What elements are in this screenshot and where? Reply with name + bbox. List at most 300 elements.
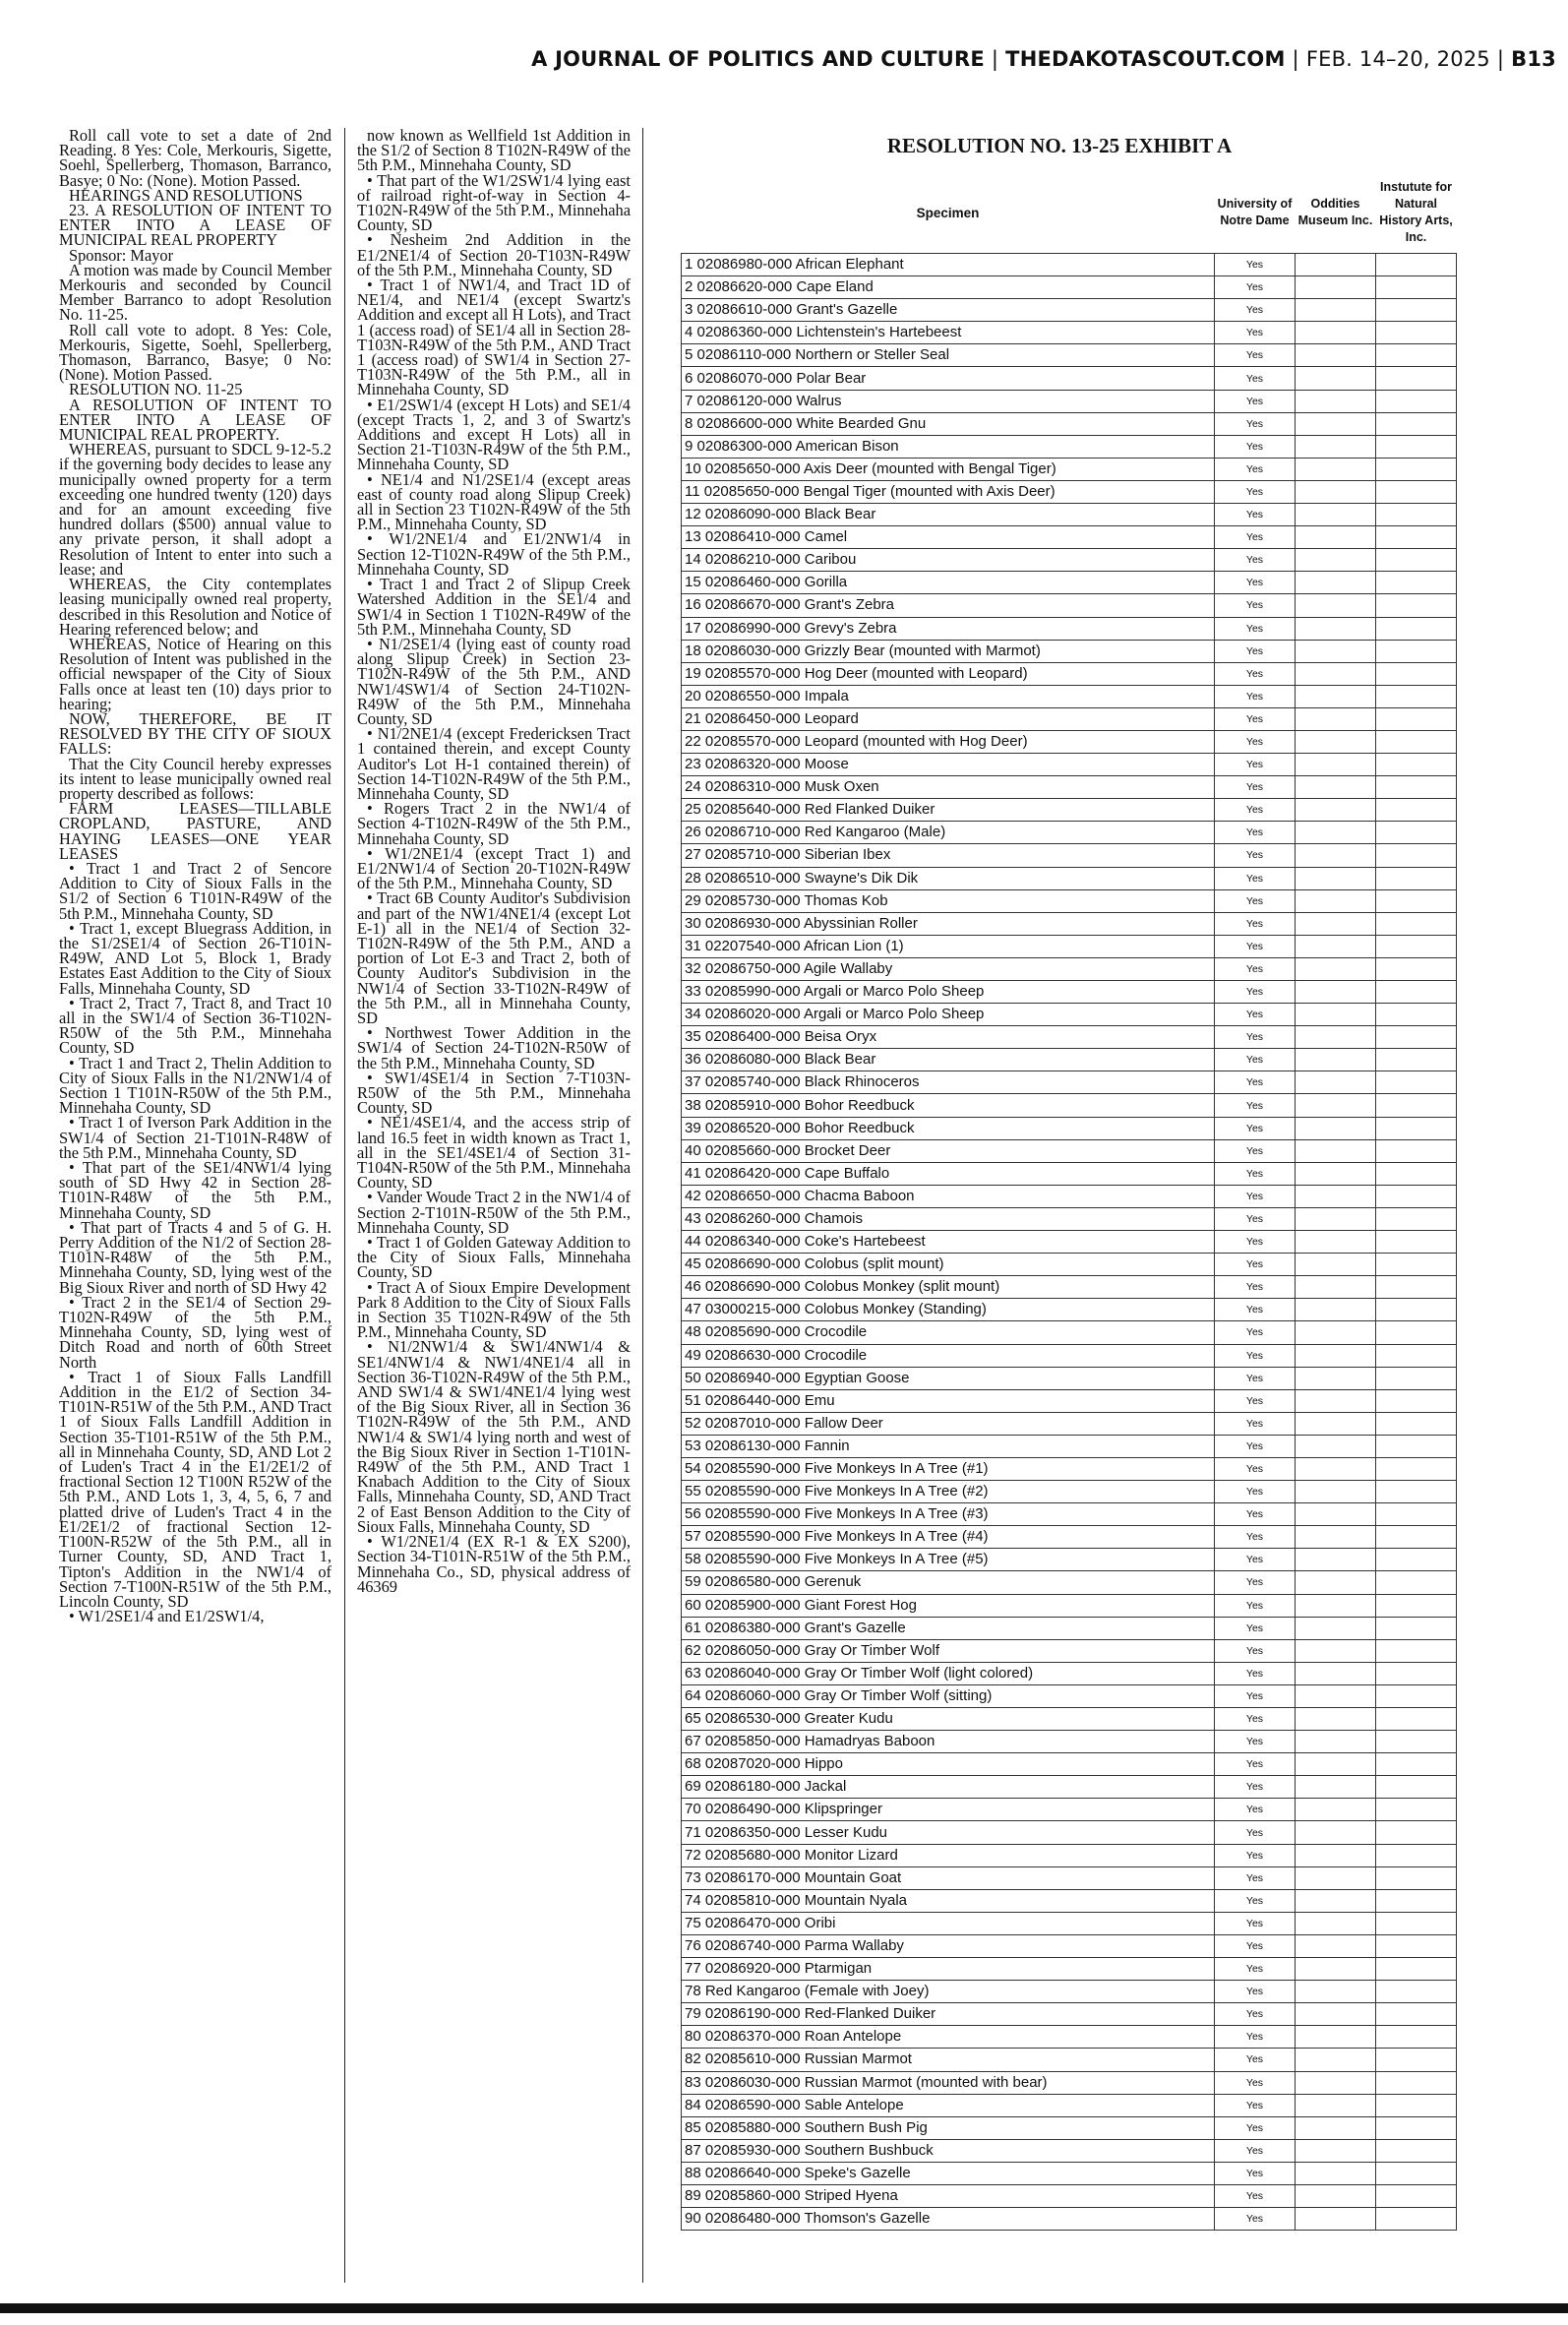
table-row [682, 1162, 1457, 1185]
specimen-name: 53 02086130-000 Fannin [682, 1435, 1215, 1457]
table-row [682, 1004, 1457, 1026]
natural-history-cell [1376, 526, 1457, 549]
oddities-cell [1296, 1367, 1376, 1389]
natural-history-cell [1376, 1367, 1457, 1389]
oddities-cell [1296, 1094, 1376, 1117]
natural-history-cell [1376, 1412, 1457, 1435]
specimen-name: 78 Red Kangaroo (Female with Joey) [682, 1981, 1215, 2003]
specimen-name: 88 02086640-000 Speke's Gazelle [682, 2162, 1215, 2184]
specimen-name: 89 02085860-000 Striped Hyena [682, 2184, 1215, 2207]
website: THEDAKOTASCOUT.COM [1005, 47, 1286, 71]
table-row [682, 754, 1457, 776]
table-row [682, 458, 1457, 480]
notre-dame-cell: Yes [1215, 1185, 1296, 1207]
notre-dame-cell: Yes [1215, 1821, 1296, 1844]
notre-dame-cell: Yes [1215, 662, 1296, 685]
table-row [682, 1981, 1457, 2003]
oddities-cell [1296, 526, 1376, 549]
notre-dame-cell: Yes [1215, 1049, 1296, 1071]
specimen-name: 23 02086320-000 Moose [682, 754, 1215, 776]
natural-history-cell [1376, 1004, 1457, 1026]
paragraph: • N1/2NE1/4 (except Fredericksen Tract 1 contained therein, and except County Auditor's Lot H-1 contained therein) of Section 14-T102N-R49W of the 5th P.M., Minnehaha County, SD [357, 724, 631, 803]
notre-dame-cell: Yes [1215, 1799, 1296, 1821]
specimen-name: 44 02086340-000 Coke's Hartebeest [682, 1231, 1215, 1254]
oddities-cell [1296, 685, 1376, 707]
table-row [682, 1526, 1457, 1549]
notre-dame-cell: Yes [1215, 2094, 1296, 2116]
specimen-name: 48 02085690-000 Crocodile [682, 1321, 1215, 1344]
natural-history-cell [1376, 1344, 1457, 1367]
specimen-table [681, 172, 1457, 2231]
table-row [682, 1708, 1457, 1731]
table-row [682, 1684, 1457, 1707]
table-row [682, 1457, 1457, 1480]
notre-dame-cell: Yes [1215, 1071, 1296, 1094]
natural-history-cell [1376, 2139, 1457, 2162]
paragraph: 23. A RESOLUTION OF INTENT TO ENTER INTO A LEASE OF MUNICIPAL REAL PROPERTY [59, 201, 332, 250]
notre-dame-cell: Yes [1215, 1457, 1296, 1480]
specimen-name: 27 02085710-000 Siberian Ibex [682, 844, 1215, 867]
notre-dame-cell: Yes [1215, 1412, 1296, 1435]
oddities-cell [1296, 822, 1376, 844]
natural-history-cell [1376, 2094, 1457, 2116]
notre-dame-cell: Yes [1215, 640, 1296, 662]
notre-dame-cell: Yes [1215, 299, 1296, 322]
notre-dame-cell: Yes [1215, 458, 1296, 480]
exhibit-a [681, 134, 1458, 2231]
specimen-name: 41 02086420-000 Cape Buffalo [682, 1162, 1215, 1185]
oddities-cell [1296, 2116, 1376, 2139]
table-row [682, 1731, 1457, 1753]
specimen-name: 33 02085990-000 Argali or Marco Polo Sheep [682, 981, 1215, 1004]
paragraph: WHEREAS, the City contemplates leasing municipally owned real property, described in this Resolution and Notice of Hearing referenced below; and [59, 575, 332, 639]
table-row [682, 844, 1457, 867]
natural-history-cell [1376, 1753, 1457, 1776]
table-row [682, 480, 1457, 503]
table-row [682, 1276, 1457, 1299]
natural-history-cell [1376, 1503, 1457, 1526]
table-row [682, 1912, 1457, 1934]
natural-history-cell [1376, 1821, 1457, 1844]
table-row [682, 1185, 1457, 1207]
natural-history-cell [1376, 390, 1457, 412]
oddities-cell [1296, 1526, 1376, 1549]
oddities-cell [1296, 594, 1376, 617]
notre-dame-cell: Yes [1215, 254, 1296, 276]
notre-dame-cell: Yes [1215, 2139, 1296, 2162]
table-row [682, 2049, 1457, 2071]
natural-history-cell [1376, 844, 1457, 867]
oddities-cell [1296, 1639, 1376, 1662]
natural-history-cell [1376, 2208, 1457, 2231]
table-row [682, 1776, 1457, 1799]
notre-dame-cell: Yes [1215, 526, 1296, 549]
specimen-name: 14 02086210-000 Caribou [682, 549, 1215, 572]
table-row [682, 2026, 1457, 2049]
table-row [682, 2208, 1457, 2231]
specimen-name: 39 02086520-000 Bohor Reedbuck [682, 1117, 1215, 1139]
paragraph: A motion was made by Council Member Merkouris and seconded by Council Member Barranco to adopt Resolution No. 11-25. [59, 260, 332, 325]
oddities-cell [1296, 1549, 1376, 1571]
oddities-cell [1296, 867, 1376, 889]
text-column-1 [59, 128, 332, 2283]
oddities-cell [1296, 617, 1376, 640]
notre-dame-cell: Yes [1215, 1435, 1296, 1457]
notre-dame-cell: Yes [1215, 730, 1296, 753]
notre-dame-cell: Yes [1215, 1639, 1296, 1662]
oddities-cell [1296, 1254, 1376, 1276]
notre-dame-cell: Yes [1215, 1503, 1296, 1526]
table-row [682, 685, 1457, 707]
notre-dame-cell: Yes [1215, 572, 1296, 594]
table-row [682, 912, 1457, 935]
table-row [682, 776, 1457, 799]
specimen-name: 82 02085610-000 Russian Marmot [682, 2049, 1215, 2071]
table-row [682, 2003, 1457, 2026]
table-row [682, 1889, 1457, 1912]
table-row [682, 1617, 1457, 1639]
natural-history-cell [1376, 1639, 1457, 1662]
notre-dame-cell: Yes [1215, 844, 1296, 867]
table-row [682, 344, 1457, 367]
oddities-cell [1296, 480, 1376, 503]
table-row [682, 799, 1457, 822]
table-row [682, 707, 1457, 730]
paragraph: • SW1/4SE1/4 in Section 7-T103N-R50W of the 5th P.M., Minnehaha County, SD [357, 1068, 631, 1118]
specimen-name: 40 02085660-000 Brocket Deer [682, 1139, 1215, 1162]
paragraph: A RESOLUTION OF INTENT TO ENTER INTO A LEASE OF MUNICIPAL REAL PROPERTY. [59, 395, 332, 445]
notre-dame-cell: Yes [1215, 2071, 1296, 2094]
paragraph: • Tract 1, except Bluegrass Addition, in the S1/2SE1/4 of Section 26-T101N-R49W, AND Lot 5, Block 1, Brady Estates East Addition to the City of Sioux Falls, Minnehaha County, SD [59, 918, 332, 998]
table-row [682, 1844, 1457, 1866]
oddities-cell [1296, 572, 1376, 594]
notre-dame-cell: Yes [1215, 1276, 1296, 1299]
notre-dame-cell: Yes [1215, 2026, 1296, 2049]
oddities-cell [1296, 1207, 1376, 1230]
notre-dame-cell: Yes [1215, 1481, 1296, 1503]
natural-history-cell [1376, 1185, 1457, 1207]
paragraph: • NE1/4SE1/4, and the access strip of land 16.5 feet in width known as Tract 1, all in the SE1/4SE1/4 of Section 31-T104N-R50W of the 5th P.M., Minnehaha County, SD [357, 1113, 631, 1193]
notre-dame-cell: Yes [1215, 2208, 1296, 2231]
natural-history-cell [1376, 2071, 1457, 2094]
specimen-name: 4 02086360-000 Lichtenstein's Hartebeest [682, 322, 1215, 344]
specimen-name: 29 02085730-000 Thomas Kob [682, 889, 1215, 912]
paragraph: • NE1/4 and N1/2SE1/4 (except areas east of county road along Slipup Creek) all in Section 23 T102N-R49W of the 5th P.M., Minnehaha County, SD [357, 469, 631, 534]
notre-dame-cell: Yes [1215, 707, 1296, 730]
specimen-name: 76 02086740-000 Parma Wallaby [682, 1934, 1215, 1957]
natural-history-cell [1376, 1117, 1457, 1139]
specimen-name: 18 02086030-000 Grizzly Bear (mounted with Marmot) [682, 640, 1215, 662]
natural-history-cell [1376, 1435, 1457, 1457]
publication-name: A JOURNAL OF POLITICS AND CULTURE [531, 47, 985, 71]
table-row [682, 1139, 1457, 1162]
table-row [682, 1934, 1457, 1957]
paragraph: RESOLUTION NO. 11-25 [69, 380, 243, 399]
natural-history-cell [1376, 662, 1457, 685]
table-row [682, 412, 1457, 435]
specimen-name: 20 02086550-000 Impala [682, 685, 1215, 707]
natural-history-cell [1376, 957, 1457, 980]
paragraph: now known as Wellfield 1st Addition in the S1/2 of Section 8 T102N-R49W of the 5th P.M., Minnehaha County, SD [357, 128, 631, 175]
natural-history-cell [1376, 2049, 1457, 2071]
oddities-cell [1296, 1731, 1376, 1753]
table-row [682, 504, 1457, 526]
notre-dame-cell: Yes [1215, 912, 1296, 935]
table-row [682, 1571, 1457, 1594]
table-row [682, 322, 1457, 344]
specimen-name: 58 02085590-000 Five Monkeys In A Tree (#5) [682, 1549, 1215, 1571]
table-row [682, 1639, 1457, 1662]
notre-dame-cell: Yes [1215, 1004, 1296, 1026]
specimen-name: 80 02086370-000 Roan Antelope [682, 2026, 1215, 2049]
table-row [682, 1367, 1457, 1389]
notre-dame-cell: Yes [1215, 799, 1296, 822]
paragraph: • W1/2NE1/4 (EX R-1 & EX S200), Section 34-T101N-R51W of the 5th P.M., Minnehaha Co., SD, physical address of 46369 [357, 1532, 631, 1596]
notre-dame-cell: Yes [1215, 367, 1296, 390]
specimen-name: 26 02086710-000 Red Kangaroo (Male) [682, 822, 1215, 844]
specimen-name: 46 02086690-000 Colobus Monkey (split mount) [682, 1276, 1215, 1299]
table-row [682, 935, 1457, 957]
notre-dame-cell: Yes [1215, 1934, 1296, 1957]
table-row [682, 435, 1457, 458]
specimen-name: 61 02086380-000 Grant's Gazelle [682, 1617, 1215, 1639]
paragraph: • Tract 1 of Sioux Falls Landfill Addition in the E1/2 of Section 34-T101N-R51W of the 5th P.M., AND Tract 1 of Sioux Falls Landfill Addition in Section 35-T101-R51W of the 5th P.M., all in Minnehaha County, SD, AND Lot 2 of Luden's Tract 4 in the E1/2E1/2 of fractional Section 12 T100N R52W of the 5th P.M., AND Lots 1, 3, 4, 5, 6, 7 and platted drive of Luden's Tract 4 in the E1/2E1/2 of fractional Section 12-T100N-R52W of the 5th P.M., all in Turner County, SD, AND Tract 1, Tipton's Addition in the NW1/4 of Section 7-T100N-R51W of the 5th P.M., Lincoln County, SD [59, 1367, 332, 1611]
notre-dame-cell: Yes [1215, 1254, 1296, 1276]
notre-dame-cell: Yes [1215, 549, 1296, 572]
specimen-name: 68 02087020-000 Hippo [682, 1753, 1215, 1776]
natural-history-cell [1376, 1526, 1457, 1549]
specimen-name: 47 03000215-000 Colobus Monkey (Standing) [682, 1299, 1215, 1321]
text-column-2 [357, 128, 631, 2283]
table-row [682, 1207, 1457, 1230]
notre-dame-cell: Yes [1215, 1889, 1296, 1912]
paragraph: WHEREAS, Notice of Hearing on this Resolution of Intent was published in the official newspaper of the City of Sioux Falls once at least ten (10) days prior to hearing; [59, 634, 332, 713]
paragraph: • That part of the SE1/4NW1/4 lying south of SD Hwy 42 in Section 28-T101N-R48W of the 5th P.M., Minnehaha County, SD [59, 1158, 332, 1222]
specimen-name: 50 02086940-000 Egyptian Goose [682, 1367, 1215, 1389]
paragraph: • Tract A of Sioux Empire Development Park 8 Addition to the City of Sioux Falls in Section 35 T102N-R49W of the 5th P.M., Minnehaha County, SD [357, 1277, 631, 1342]
table-row [682, 1344, 1457, 1367]
notre-dame-cell: Yes [1215, 1912, 1296, 1934]
oddities-cell [1296, 549, 1376, 572]
oddities-cell [1296, 1708, 1376, 1731]
notre-dame-cell: Yes [1215, 1117, 1296, 1139]
specimen-name: 22 02085570-000 Leopard (mounted with Hog Deer) [682, 730, 1215, 753]
notre-dame-cell: Yes [1215, 1958, 1296, 1981]
table-row [682, 889, 1457, 912]
natural-history-cell [1376, 1889, 1457, 1912]
notre-dame-cell: Yes [1215, 594, 1296, 617]
paragraph: • Northwest Tower Addition in the SW1/4 of Section 24-T102N-R50W of the 5th P.M., Minnehaha County, SD [357, 1023, 631, 1072]
oddities-cell [1296, 799, 1376, 822]
header-natural-history: Instutute for Natural History Arts, Inc. [1379, 180, 1453, 244]
notre-dame-cell: Yes [1215, 390, 1296, 412]
oddities-cell [1296, 1503, 1376, 1526]
natural-history-cell [1376, 1866, 1457, 1889]
natural-history-cell [1376, 1071, 1457, 1094]
specimen-name: 15 02086460-000 Gorilla [682, 572, 1215, 594]
natural-history-cell [1376, 889, 1457, 912]
notre-dame-cell: Yes [1215, 1231, 1296, 1254]
table-row [682, 2162, 1457, 2184]
natural-history-cell [1376, 1207, 1457, 1230]
natural-history-cell [1376, 367, 1457, 390]
oddities-cell [1296, 662, 1376, 685]
natural-history-cell [1376, 1162, 1457, 1185]
specimen-name: 19 02085570-000 Hog Deer (mounted with Leopard) [682, 662, 1215, 685]
specimen-name: 83 02086030-000 Russian Marmot (mounted with bear) [682, 2071, 1215, 2094]
natural-history-cell [1376, 1231, 1457, 1254]
natural-history-cell [1376, 1299, 1457, 1321]
oddities-cell [1296, 889, 1376, 912]
paragraph: • Rogers Tract 2 in the NW1/4 of Section 4-T102N-R49W of the 5th P.M., Minnehaha County, SD [357, 799, 631, 848]
oddities-cell [1296, 1753, 1376, 1776]
masthead-separator: | [991, 47, 999, 71]
exhibit-title: RESOLUTION NO. 13-25 EXHIBIT A [886, 134, 1233, 157]
notre-dame-cell: Yes [1215, 1094, 1296, 1117]
specimen-name: 77 02086920-000 Ptarmigan [682, 1958, 1215, 1981]
oddities-cell [1296, 367, 1376, 390]
issue-date: FEB. 14–20, 2025 [1305, 47, 1490, 71]
notre-dame-cell: Yes [1215, 1389, 1296, 1412]
table-row [682, 276, 1457, 299]
notre-dame-cell: Yes [1215, 2184, 1296, 2207]
oddities-cell [1296, 1117, 1376, 1139]
natural-history-cell [1376, 549, 1457, 572]
specimen-name: 7 02086120-000 Walrus [682, 390, 1215, 412]
oddities-cell [1296, 1457, 1376, 1480]
natural-history-cell [1376, 1934, 1457, 1957]
natural-history-cell [1376, 640, 1457, 662]
oddities-cell [1296, 458, 1376, 480]
specimen-name: 85 02085880-000 Southern Bush Pig [682, 2116, 1215, 2139]
table-row [682, 2139, 1457, 2162]
specimen-rows [682, 254, 1457, 2231]
natural-history-cell [1376, 344, 1457, 367]
specimen-name: 73 02086170-000 Mountain Goat [682, 1866, 1215, 1889]
oddities-cell [1296, 1617, 1376, 1639]
paragraph: • Tract 1 of Golden Gateway Addition to the City of Sioux Falls, Minnehaha County, SD [357, 1233, 631, 1282]
paragraph: • Tract 1 of NW1/4, and Tract 1D of NE1/4, and NE1/4 (except Swartz's Addition and except all H Lots), and Tract 1 (access road) of SE1/4 all in Section 28-T103N-R49W of the 5th P.M., AND Tract 1 (access road) of SW1/4 in Section 27-T103N-R49W of the 5th P.M., all in Minnehaha County, SD [357, 275, 631, 399]
natural-history-cell [1376, 754, 1457, 776]
specimen-name: 10 02085650-000 Axis Deer (mounted with Bengal Tiger) [682, 458, 1215, 480]
natural-history-cell [1376, 799, 1457, 822]
specimen-name: 11 02085650-000 Bengal Tiger (mounted with Axis Deer) [682, 480, 1215, 503]
natural-history-cell [1376, 458, 1457, 480]
oddities-cell [1296, 1571, 1376, 1594]
oddities-cell [1296, 935, 1376, 957]
paragraph: • N1/2SE1/4 (lying east of county road along Slipup Creek) in Section 23-T102N-R49W of the 5th P.M., AND NW1/4SW1/4 of Section 24-T102N-R49W of the 5th P.M., Minnehaha County, SD [357, 634, 631, 728]
table-row [682, 1094, 1457, 1117]
paragraph: • N1/2NW1/4 & SW1/4NW1/4 & SE1/4NW1/4 & NW1/4NE1/4 all in Section 36-T102N-R49W of the 5th P.M., AND SW1/4 & SW1/4NE1/4 lying west of the Big Sioux River, all in Section 36 T102N-R49W of the 5th P.M., AND NW1/4 & SW1/4 lying north and west of the Big Sioux River in Section 1-T101N-R49W of the 5th P.M., AND Tract 1 Knabach Addition to the City of Sioux Falls, Minnehaha County, SD, AND Tract 2 of East Benson Addition to the City of Sioux Falls, Minnehaha County, SD [357, 1337, 631, 1536]
specimen-name: 71 02086350-000 Lesser Kudu [682, 1821, 1215, 1844]
oddities-cell [1296, 1139, 1376, 1162]
natural-history-cell [1376, 412, 1457, 435]
specimen-name: 79 02086190-000 Red-Flanked Duiker [682, 2003, 1215, 2026]
table-row [682, 1117, 1457, 1139]
table-row [682, 1299, 1457, 1321]
notre-dame-cell: Yes [1215, 1731, 1296, 1753]
specimen-name: 62 02086050-000 Gray Or Timber Wolf [682, 1639, 1215, 1662]
natural-history-cell [1376, 504, 1457, 526]
natural-history-cell [1376, 1094, 1457, 1117]
natural-history-cell [1376, 322, 1457, 344]
oddities-cell [1296, 1276, 1376, 1299]
paragraph: • Tract 2 in the SE1/4 of Section 29-T102N-R49W of the 5th P.M., Minnehaha County, SD, lying west of Ditch Road and north of 60th Street North [59, 1292, 332, 1372]
table-row [682, 367, 1457, 390]
natural-history-cell [1376, 2162, 1457, 2184]
oddities-cell [1296, 2026, 1376, 2049]
oddities-cell [1296, 754, 1376, 776]
specimen-name: 37 02085740-000 Black Rhinoceros [682, 1071, 1215, 1094]
natural-history-cell [1376, 1776, 1457, 1799]
natural-history-cell [1376, 1617, 1457, 1639]
table-row [682, 1799, 1457, 1821]
specimen-name: 57 02085590-000 Five Monkeys In A Tree (#4) [682, 1526, 1215, 1549]
notre-dame-cell: Yes [1215, 822, 1296, 844]
paragraph: Sponsor: Mayor [69, 245, 174, 265]
paragraph: FARM LEASES—TILLABLE CROPLAND, PASTURE, AND HAYING LEASES—ONE YEAR LEASES [59, 799, 332, 863]
table-row [682, 1049, 1457, 1071]
oddities-cell [1296, 1412, 1376, 1435]
table-row [682, 867, 1457, 889]
natural-history-cell [1376, 707, 1457, 730]
natural-history-cell [1376, 594, 1457, 617]
oddities-cell [1296, 1344, 1376, 1367]
notre-dame-cell: Yes [1215, 957, 1296, 980]
specimen-name: 54 02085590-000 Five Monkeys In A Tree (#1) [682, 1457, 1215, 1480]
natural-history-cell [1376, 867, 1457, 889]
specimen-name: 45 02086690-000 Colobus (split mount) [682, 1254, 1215, 1276]
table-row [682, 957, 1457, 980]
notre-dame-cell: Yes [1215, 276, 1296, 299]
paragraph: • Nesheim 2nd Addition in the E1/2NE1/4 of Section 20-T103N-R49W of the 5th P.M., Minnehaha County, SD [357, 230, 631, 279]
specimen-name: 64 02086060-000 Gray Or Timber Wolf (sitting) [682, 1684, 1215, 1707]
table-row [682, 1026, 1457, 1049]
oddities-cell [1296, 844, 1376, 867]
specimen-name: 28 02086510-000 Swayne's Dik Dik [682, 867, 1215, 889]
oddities-cell [1296, 1321, 1376, 1344]
specimen-name: 5 02086110-000 Northern or Steller Seal [682, 344, 1215, 367]
header-oddities-museum: Oddities Museum Inc. [1297, 197, 1373, 227]
specimen-name: 65 02086530-000 Greater Kudu [682, 1708, 1215, 1731]
specimen-name: 35 02086400-000 Beisa Oryx [682, 1026, 1215, 1049]
notre-dame-cell: Yes [1215, 685, 1296, 707]
specimen-name: 52 02087010-000 Fallow Deer [682, 1412, 1215, 1435]
specimen-name: 38 02085910-000 Bohor Reedbuck [682, 1094, 1215, 1117]
notre-dame-cell: Yes [1215, 2116, 1296, 2139]
notre-dame-cell: Yes [1215, 2162, 1296, 2184]
oddities-cell [1296, 2139, 1376, 2162]
specimen-name: 16 02086670-000 Grant's Zebra [682, 594, 1215, 617]
natural-history-cell [1376, 1708, 1457, 1731]
natural-history-cell [1376, 822, 1457, 844]
natural-history-cell [1376, 1139, 1457, 1162]
header-specimen: Specimen [916, 205, 980, 220]
table-row [682, 1321, 1457, 1344]
oddities-cell [1296, 1185, 1376, 1207]
column-divider [344, 128, 345, 2283]
oddities-cell [1296, 2003, 1376, 2026]
paragraph: • Tract 1 of Iverson Park Addition in the SW1/4 of Section 21-T101N-R48W of the 5th P.M., Minnehaha County, SD [59, 1113, 332, 1162]
notre-dame-cell: Yes [1215, 1299, 1296, 1321]
specimen-name: 84 02086590-000 Sable Antelope [682, 2094, 1215, 2116]
page-number: B13 [1511, 47, 1556, 71]
notre-dame-cell: Yes [1215, 867, 1296, 889]
notre-dame-cell: Yes [1215, 1571, 1296, 1594]
natural-history-cell [1376, 299, 1457, 322]
oddities-cell [1296, 1435, 1376, 1457]
notre-dame-cell: Yes [1215, 322, 1296, 344]
